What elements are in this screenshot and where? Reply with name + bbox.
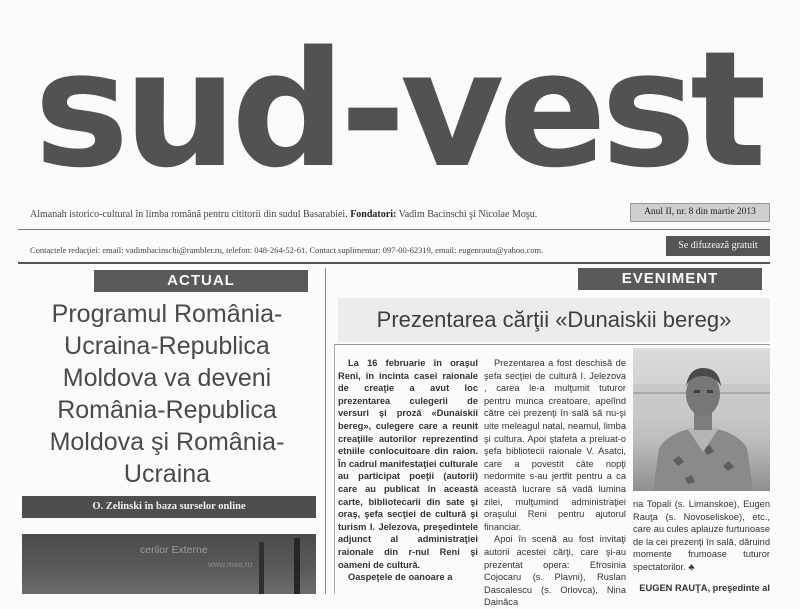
article-title: Prezentarea cărţii «Dunaiskii bereg» <box>376 307 732 332</box>
flag-pole <box>294 538 300 594</box>
end-of-article-mark: ♣ <box>688 561 695 572</box>
article-paragraph: Apoi în scenă au fost invitaţi autorii acestei cărţi, care şi-au prezentat opera: Efrosinia Cojocaru (s. Plavni), Ruslan Dascalescu (s. Orlovca), Nina Dainăca <box>484 534 626 608</box>
issue-badge: Anul II, nr. 8 din martie 2013 <box>630 203 770 222</box>
left-article-photo <box>22 534 316 594</box>
flag-pole <box>259 542 264 594</box>
left-headline: Programul România-Ucraina-Republica Moldova va deveni România-Republica Moldova şi România-Ucraina <box>49 300 285 488</box>
section-header-eveniment: EVENIMENT <box>578 268 762 290</box>
article-paragraph: Oaspeţele de oanoare a <box>348 572 453 583</box>
photo-caption-url: www.mae.ro <box>208 560 253 569</box>
contacts-line: Contactele redacţiei: email: vadimbacinschi@rambler.ru, telefon: 048-264-52-61. Contact suplimentar: 097-00-62319, email: eugenrauta@yahoo.com. <box>30 245 544 255</box>
masthead-tagline <box>30 209 640 220</box>
tagline-founders: Vadim Bacinschi şi Nicolae Moşu. <box>396 209 538 220</box>
article-column-3 <box>633 498 770 594</box>
column-divider <box>325 268 326 594</box>
article-paragraph: La 16 februarie în oraşul Reni, în incinta casei raionale de creaţie a avut loc prezentarea culegerii de versuri şi proză «Dunaiskii bereg», culegere care a reunit creaţiile autorilor reprezentînd etniile conlocuitoare din raion. În cadrul manifestaţiei culturale au participat poeţii (autorii) care au publicat în această carte, bibliotecarii din sate şi oraş, şefa secţiei de cultură şi turism I. Jelezova, preşedintele adjunct al administraţiei raionale din r-nul Reni şi oameni de cultură. <box>338 358 478 570</box>
section-header-actual: ACTUAL <box>94 270 308 292</box>
article-border-left <box>334 344 335 594</box>
left-byline: O. Zelinski în baza surselor online <box>22 496 316 518</box>
article-signature: EUGEN RAUŢA, preşedinte al <box>639 582 770 593</box>
photo-caption-text: cerilor Externe <box>140 544 208 556</box>
free-distribution-badge: Se difuzează gratuit <box>666 236 770 256</box>
masthead-title: sud-vest <box>34 16 761 203</box>
tagline-text: Almanah istorico-cultural în limba română pentru cititorii din sudul Basarabiei. <box>30 209 351 220</box>
author-photo <box>633 348 770 491</box>
article-paragraph-text: na Topali (s. Limanskoe), Eugen Rauţa (s. Novoseliskoe), etc., care au cules aplauze furtunoase de la cei prezenţi în sală, dăruind momente frumoase tuturor spectatorilor. <box>633 499 770 572</box>
masthead-rule-bottom <box>18 262 770 264</box>
article-paragraph: Prezentarea a fost deschisă de şefa secţiei de cultură I. Jelezova , carea le-a mulţumit tuturor pentru munca creatoare, apelînd către cei prezenţi în sală să nu-şi uite meleagul natal, neamul, limba şi cultura. Apoi ştafeta a preluat-o şefa bibliotecii raionale V. Asatci, care a povestit câte nopţi nedormite s-au jertfit pentru a ca această lucrare să vadă lumina zilei, mulţumind administraţiei oraşului Reni pentru ajutorul financiar. <box>484 358 626 532</box>
article-column-2 <box>484 357 626 608</box>
article-paragraph <box>633 498 770 574</box>
tagline-founders-label: Fondatori: <box>350 209 397 220</box>
article-rule <box>334 344 770 345</box>
author-portrait-illustration <box>633 348 770 491</box>
article-column-1 <box>338 357 478 594</box>
masthead-rule-top <box>18 229 770 230</box>
